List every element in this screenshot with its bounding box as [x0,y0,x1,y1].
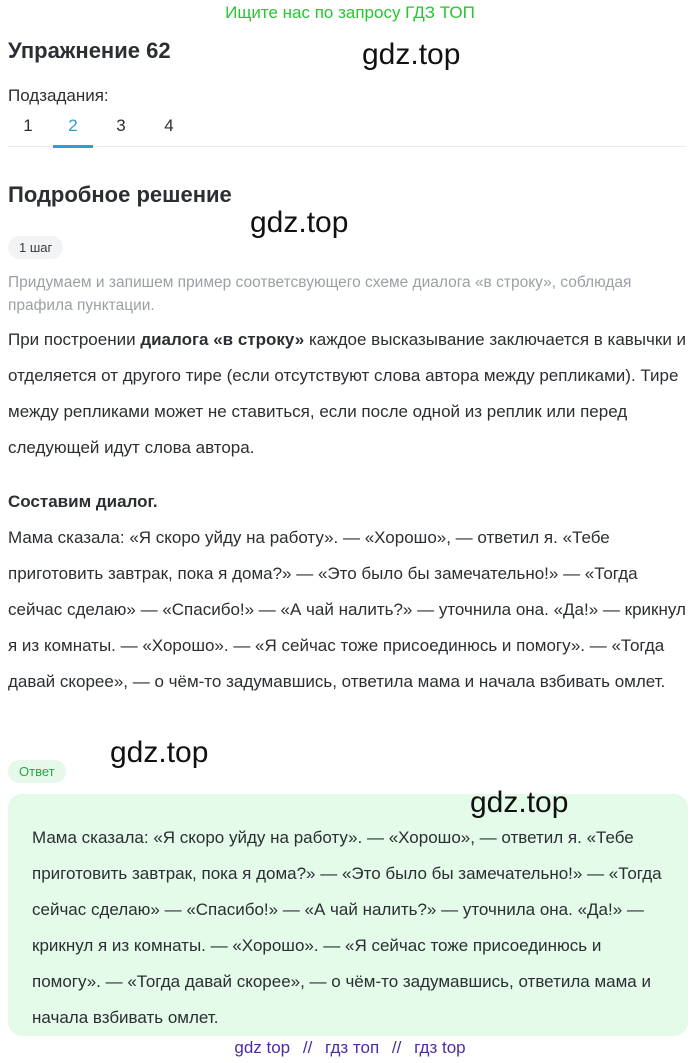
footer-links [0,1038,700,1058]
watermark: gdz.top [470,786,569,819]
watermark: gdz.top [250,206,349,239]
tab-subtask-2[interactable]: 2 [53,116,93,136]
tab-subtask-3[interactable]: 3 [116,116,126,135]
answer-text: Мама сказала: «Я скоро уйду на работу». — «Хорошо», — ответил я. «Тебе приготовить завтрак, пока я дома?» — «Это было бы замечательно!» — «Тогда сейчас сделаю» — «Спасибо!» — «А чай налить?» — уточнила она. «Да!» — крикнул я из комнаты. — «Хорошо». — «Я сейчас тоже присоединюсь и помогу». — «Тогда давай скорее», — о чём-то задумавшись, ответила мама и начала взбивать омлет. [32,828,662,1027]
footer-separator: // [391,1038,402,1057]
rule-paragraph [8,322,688,466]
tab-subtask-1[interactable]: 1 [23,116,33,135]
solution-title: Подробное решение [8,182,232,207]
dialog-paragraph: Мама сказала: «Я скоро уйду на работу». — «Хорошо», — ответил я. «Тебе приготовить завтрак, пока я дома?» — «Это было бы замечательно!» — «Тогда сейчас сделаю» — «Спасибо!» — «А чай налить?» — уточнила она. «Да!» — крикнул я из комнаты. — «Хорошо». — «Я сейчас тоже присоединюсь и помогу». — «Тогда давай скорее», — о чём-то задумавшись, ответила мама и начала взбивать омлет. [8,528,686,691]
compose-heading: Составим диалог. [8,492,158,511]
rule-text-end: каждое высказывание заключается в кавычки и отделяется от другого тире (если отсутствуют слова автора между репликами). Тире между репликами может не ставиться, если после одной из реплик или перед следующей идут слова автора. [8,330,687,457]
watermark: gdz.top [110,736,209,769]
step-badge: 1 шаг [8,236,63,259]
promo-banner[interactable]: Ищите нас по запросу ГДЗ ТОП [225,3,475,22]
footer-separator: // [302,1038,313,1057]
rule-bold-term: диалога «в строку» [140,330,305,349]
footer-link-gdz-top-ru[interactable]: гдз топ [325,1038,380,1057]
subtasks-label: Подзадания: [8,86,109,105]
page-title: Упражнение 62 [8,38,171,63]
tab-subtask-4[interactable]: 4 [164,116,174,135]
watermark: gdz.top [362,38,461,71]
rule-text-start: При построении [8,330,141,349]
footer-link-gdz-top[interactable]: gdz top [234,1038,291,1057]
step-hint: Придумаем и запишем пример соответсвующего схеме диалога «в строку», соблюдая прафила пунктации. [8,274,632,314]
answer-badge: Ответ [8,760,66,783]
footer-link-gdz-top-mixed[interactable]: гдз top [414,1038,466,1057]
subtask-tabs [8,112,686,147]
